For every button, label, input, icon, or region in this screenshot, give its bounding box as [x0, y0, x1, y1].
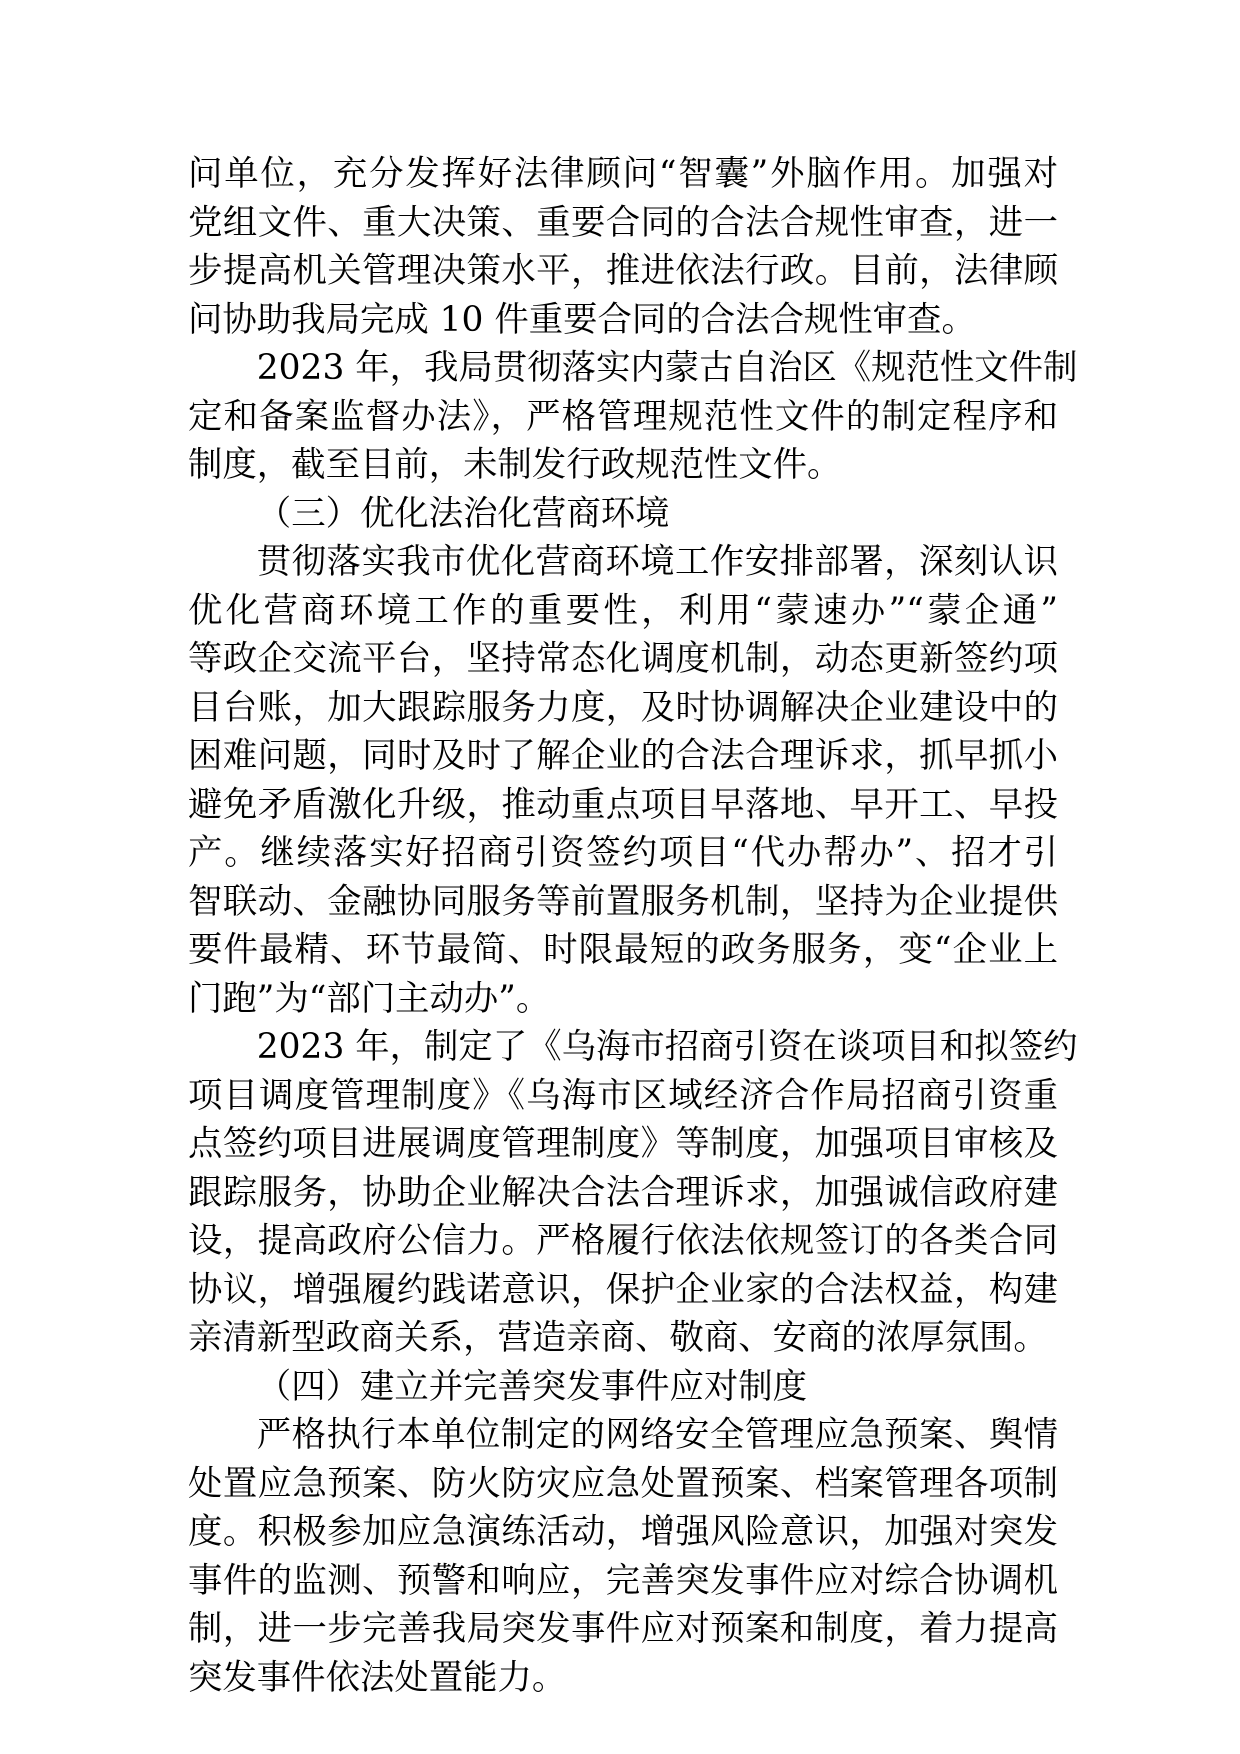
text-line: 要件最精、环节最简、时限最短的政务服务，变“企业上	[188, 930, 1058, 970]
text-line: 党组文件、重大决策、重要合同的合法合规性审查，进一	[188, 202, 1058, 243]
text-line: 突发事件依法处置能力。	[188, 1657, 567, 1698]
text-line: 2023 年，制定了《乌海市招商引资在谈项目和拟签约	[256, 1027, 1078, 1067]
text-line: 项目调度管理制度》《乌海市区域经济合作局招商引资重	[188, 1075, 1058, 1116]
text-line: 困难问题，同时及时了解企业的合法合理诉求，抓早抓小	[188, 736, 1058, 776]
text-line: 优化营商环境工作的重要性，利用“蒙速办”“蒙企通”	[188, 590, 1058, 631]
text-line: 点签约项目进展调度管理制度》等制度，加强项目审核及	[188, 1124, 1058, 1164]
text-line: 事件的监测、预警和响应，完善突发事件应对综合协调机	[188, 1560, 1058, 1601]
text-line: 问协助我局完成 10 件重要合同的合法合规性审查。	[188, 299, 976, 340]
text-line: 门跑”为“部门主动办”。	[188, 978, 551, 1019]
body-paragraph	[188, 344, 1078, 490]
text-line: 处置应急预案、防火防灾应急处置预案、档案管理各项制	[188, 1463, 1058, 1504]
section-heading	[188, 1363, 1058, 1412]
text-line: 步提高机关管理决策水平，推进依法行政。目前，法律顾	[188, 251, 1058, 291]
body-paragraph	[188, 1023, 1078, 1363]
text-line: 问单位，充分发挥好法律顾问“智囊”外脑作用。加强对	[188, 154, 1058, 194]
text-line: 智联动、金融协同服务等前置服务机制，坚持为企业提供	[188, 881, 1058, 922]
text-line: 等政企交流平台，坚持常态化调度机制，动态更新签约项	[188, 639, 1058, 679]
body-paragraph	[188, 1411, 1058, 1702]
text-line: 制，进一步完善我局突发事件应对预案和制度，着力提高	[188, 1609, 1058, 1649]
text-line: 避免矛盾激化升级，推动重点项目早落地、早开工、早投	[188, 784, 1058, 825]
text-line: 设，提高政府公信力。严格履行依法依规签订的各类合同	[188, 1221, 1058, 1261]
text-line: 协议，增强履约践诺意识，保护企业家的合法权益，构建	[188, 1269, 1058, 1310]
text-line: （四）建立并完善突发事件应对制度	[256, 1366, 808, 1407]
text-line: 贯彻落实我市优化营商环境工作安排部署，深刻认识	[256, 542, 1058, 582]
body-paragraph	[188, 538, 1058, 1023]
text-line: 2023 年，我局贯彻落实内蒙古自治区《规范性文件制	[256, 348, 1078, 388]
text-line: 度。积极参加应急演练活动，增强风险意识，加强对突发	[188, 1512, 1058, 1552]
text-line: （三）优化法治化营商环境	[256, 493, 670, 534]
section-heading	[188, 490, 1058, 539]
text-line: 亲清新型政商关系，营造亲商、敬商、安商的浓厚氛围。	[188, 1318, 1048, 1358]
text-line: 产。继续落实好招商引资签约项目“代办帮办”、招才引	[188, 833, 1058, 873]
body-paragraph	[188, 150, 1058, 344]
text-line: 定和备案监督办法》，严格管理规范性文件的制定程序和	[188, 396, 1058, 437]
text-line: 跟踪服务，协助企业解决合法合理诉求，加强诚信政府建	[188, 1172, 1058, 1213]
document-page	[188, 150, 1078, 1702]
text-line: 目台账，加大跟踪服务力度，及时协调解决企业建设中的	[188, 687, 1058, 728]
text-line: 严格执行本单位制定的网络安全管理应急预案、舆情	[256, 1415, 1058, 1455]
text-line: 制度，截至目前，未制发行政规范性文件。	[188, 445, 842, 485]
